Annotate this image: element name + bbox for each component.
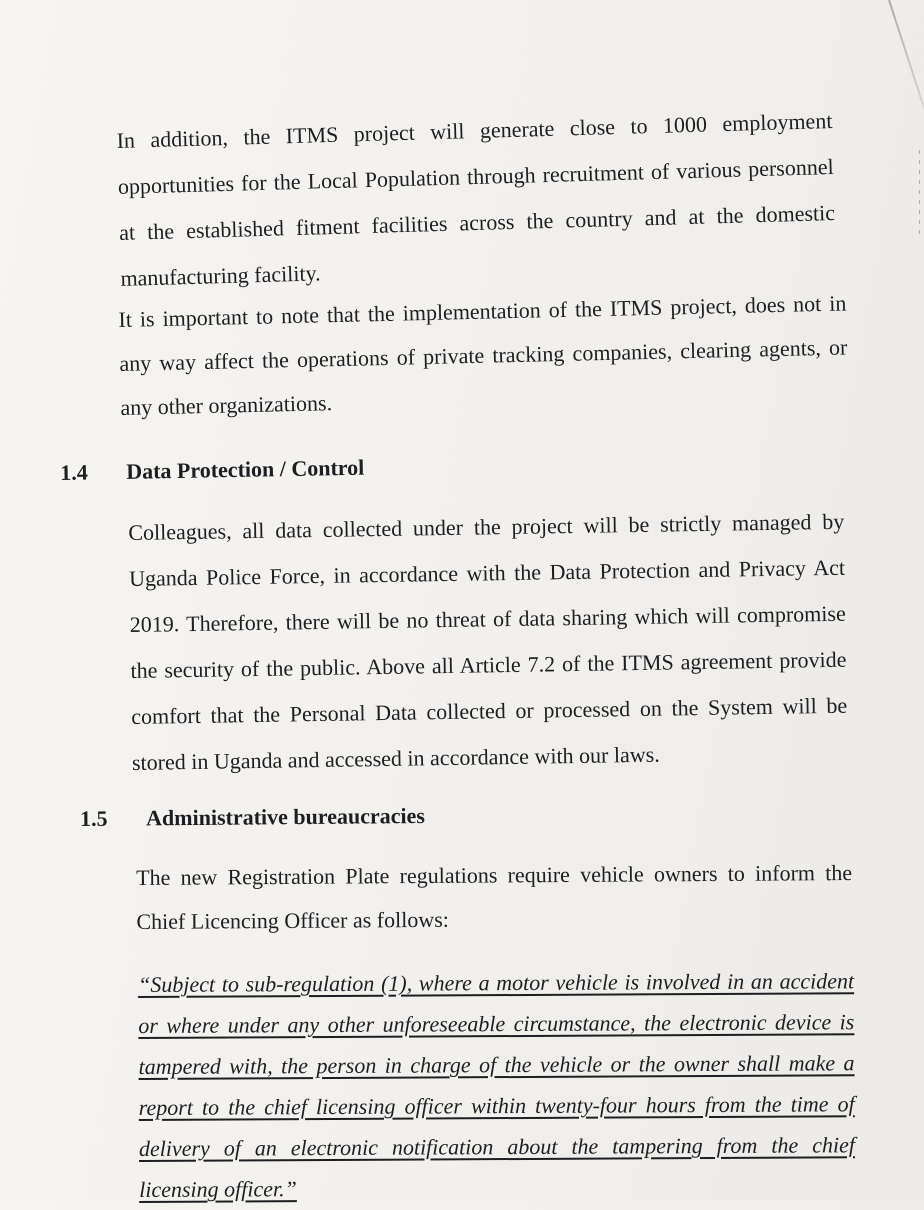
paper-edge-mark: [919, 150, 920, 240]
section-number: 1.5: [80, 805, 108, 831]
section-title: Administrative bureaucracies: [145, 802, 426, 831]
paper-fold-line: [888, 0, 924, 171]
paragraph-employment: In addition, the ITMS project will generate close to 1000 employment opportunities for the Local Population through recruitment of various personnel at the established fitment facilities across the country and at the domestic manufacturing facility.: [116, 108, 836, 291]
section-heading-1-5: [80, 803, 425, 832]
regulation-quote: “Subject to sub-regulation (1), where a motor vehicle is involved in an accident or where under any other unforeseeable circumstance, the electronic device is tampered with, the person in charge of the vehicle or the owner shall make a report to the chief licensing officer within twenty-four hours from the time of delivery of an electronic notification about the tampering from the chief licensing officer.”: [138, 968, 856, 1202]
section-number: 1.4: [60, 459, 88, 485]
section-heading-1-4: [60, 455, 365, 486]
section-title: Data Protection / Control: [125, 454, 365, 484]
paragraph-data-protection: Colleagues, all data collected under the project will be strictly managed by Uganda Police Force, in accordance with the Data Protection and Privacy Act 2019. Therefore, there will be no threat of data sharing which will compromise the security of the public. Above all Article 7.2 of the ITMS agreement provide comfort that the Personal Data collected or processed on the System will be stored in Uganda and accessed in accordance with our laws.: [128, 508, 848, 775]
paragraph-operations: It is important to note that the implementation of the ITMS project, does not in any way affect the operations of private tracking companies, clearing agents, or any other organizations.: [118, 290, 848, 420]
paragraph-registration-regulations: The new Registration Plate regulations require vehicle owners to inform the Chief Licencing Officer as follows:: [136, 860, 853, 934]
